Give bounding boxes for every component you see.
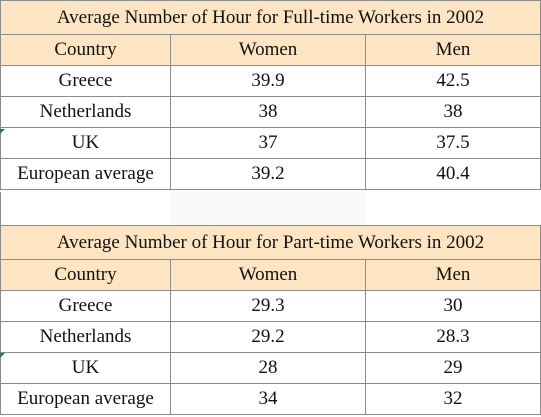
full-time-table [0, 0, 541, 190]
part-time-table-block [0, 225, 541, 415]
cell-country: Netherlands [1, 322, 171, 353]
cell-women: 29.3 [171, 291, 366, 322]
column-header-men: Men [366, 35, 541, 66]
table-title: Average Number of Hour for Full-time Workers in 2002 [1, 1, 541, 35]
table-row [1, 353, 541, 384]
cell-men: 40.4 [366, 159, 541, 190]
table-row [1, 128, 541, 159]
empty-cell [171, 192, 366, 225]
table-row [1, 159, 541, 190]
cell-country: European average [1, 159, 171, 190]
cell-men: 29 [366, 353, 541, 384]
cell-women: 28 [171, 353, 366, 384]
table-row [1, 291, 541, 322]
part-time-table [0, 225, 541, 415]
cell-men: 38 [366, 97, 541, 128]
cell-country: Netherlands [1, 97, 171, 128]
cell-country: UK [1, 353, 171, 384]
cell-women: 37 [171, 128, 366, 159]
cell-women: 29.2 [171, 322, 366, 353]
cell-country: UK [1, 128, 171, 159]
column-header-women: Women [171, 260, 366, 291]
column-header-men: Men [366, 260, 541, 291]
cell-women: 39.2 [171, 159, 366, 190]
cell-men: 32 [366, 384, 541, 415]
column-header-women: Women [171, 35, 366, 66]
cell-comment-marker [0, 129, 5, 134]
cell-men: 28.3 [366, 322, 541, 353]
cell-country: European average [1, 384, 171, 415]
cell-women: 39.9 [171, 66, 366, 97]
empty-row-gap [0, 192, 541, 225]
cell-men: 42.5 [366, 66, 541, 97]
table-row [1, 322, 541, 353]
cell-women: 38 [171, 97, 366, 128]
column-header-country: Country [1, 35, 171, 66]
cell-country: Greece [1, 66, 171, 97]
cell-country: Greece [1, 291, 171, 322]
cell-comment-marker [0, 353, 5, 358]
table-row [1, 66, 541, 97]
table-row [1, 97, 541, 128]
table-title: Average Number of Hour for Part-time Workers in 2002 [1, 226, 541, 260]
full-time-table-block [0, 0, 541, 190]
table-row [1, 384, 541, 415]
column-header-country: Country [1, 260, 171, 291]
cell-men: 30 [366, 291, 541, 322]
cell-men: 37.5 [366, 128, 541, 159]
cell-women: 34 [171, 384, 366, 415]
